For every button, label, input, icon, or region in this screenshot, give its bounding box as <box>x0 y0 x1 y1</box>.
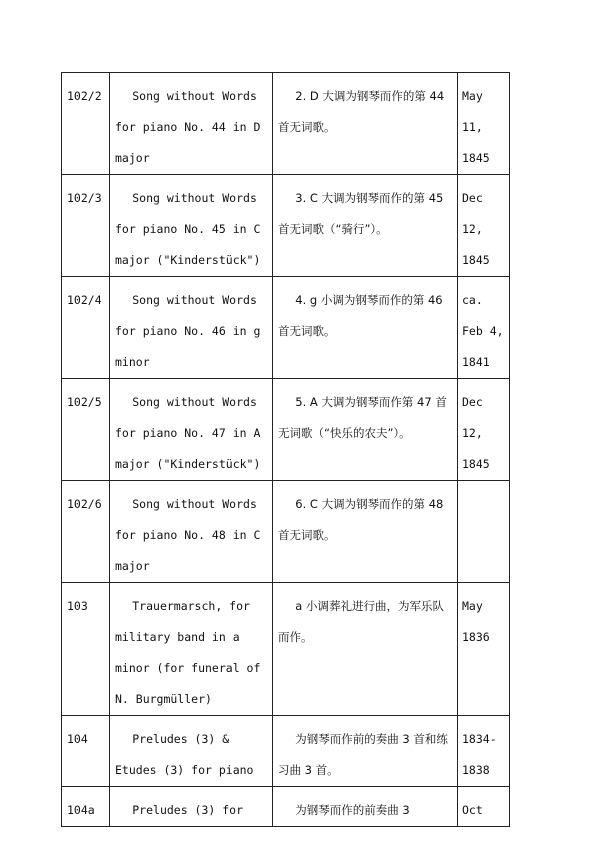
composition-date: May 1836 <box>458 583 510 716</box>
work-title: Preludes (3) & Etudes (3) for piano <box>110 716 273 787</box>
work-title: Preludes (3) for <box>110 787 273 827</box>
work-title-chinese: a 小调葬礼进行曲，为军乐队而作。 <box>273 583 458 716</box>
opus-number: 103 <box>62 583 110 716</box>
table-row <box>62 481 510 583</box>
opus-number: 102/3 <box>62 175 110 277</box>
work-title: Trauermarsch, for military band in a minor (for funeral of N. Burgmüller) <box>110 583 273 716</box>
composition-date: 1834-1838 <box>458 716 510 787</box>
work-title-chinese: 为钢琴而作前的奏曲 3 首和练习曲 3 首。 <box>273 716 458 787</box>
composition-date: May 11, 1845 <box>458 73 510 175</box>
composition-date: ca. Feb 4, 1841 <box>458 277 510 379</box>
composition-date: Dec 12, 1845 <box>458 379 510 481</box>
work-title: Song without Words for piano No. 44 in D major <box>110 73 273 175</box>
table-row <box>62 787 510 827</box>
work-title-chinese: 5. A 大调为钢琴而作第 47 首无词歌（“快乐的农夫”）。 <box>273 379 458 481</box>
works-catalog-table <box>61 72 510 827</box>
work-title-chinese: 4. g 小调为钢琴而作的第 46 首无词歌。 <box>273 277 458 379</box>
opus-number: 104a <box>62 787 110 827</box>
table-row <box>62 73 510 175</box>
table-row <box>62 716 510 787</box>
table-row <box>62 379 510 481</box>
work-title-chinese: 为钢琴而作的前奏曲 3 <box>273 787 458 827</box>
table-row <box>62 175 510 277</box>
opus-number: 102/2 <box>62 73 110 175</box>
work-title-chinese: 6. C 大调为钢琴而作的第 48 首无词歌。 <box>273 481 458 583</box>
work-title-chinese: 3. C 大调为钢琴而作的第 45 首无词歌（“骑行”）。 <box>273 175 458 277</box>
work-title: Song without Words for piano No. 47 in A major ("Kinderstück") <box>110 379 273 481</box>
opus-number: 102/6 <box>62 481 110 583</box>
table-row <box>62 277 510 379</box>
work-title-chinese: 2. D 大调为钢琴而作的第 44 首无词歌。 <box>273 73 458 175</box>
work-title: Song without Words for piano No. 46 in g minor <box>110 277 273 379</box>
table-row <box>62 583 510 716</box>
opus-number: 104 <box>62 716 110 787</box>
opus-number: 102/4 <box>62 277 110 379</box>
composition-date: Oct <box>458 787 510 827</box>
opus-number: 102/5 <box>62 379 110 481</box>
composition-date: Dec 12, 1845 <box>458 175 510 277</box>
work-title: Song without Words for piano No. 45 in C major ("Kinderstück") <box>110 175 273 277</box>
composition-date <box>458 481 510 583</box>
work-title: Song without Words for piano No. 48 in C major <box>110 481 273 583</box>
